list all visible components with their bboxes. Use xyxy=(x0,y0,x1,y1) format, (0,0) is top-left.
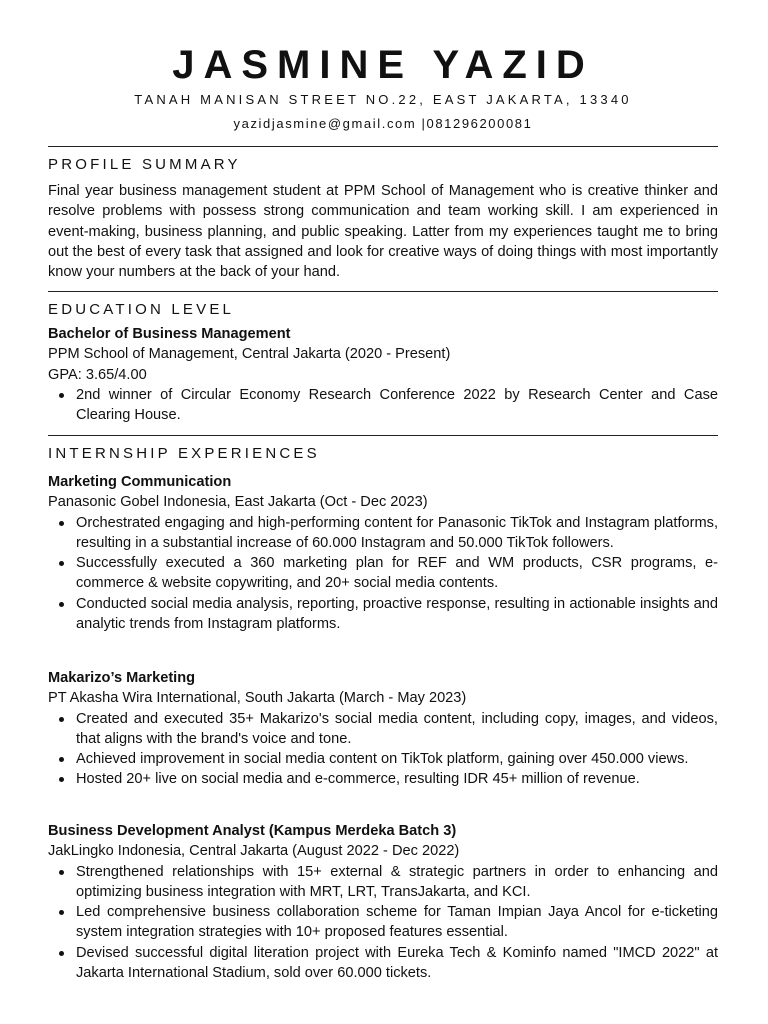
internship-bullets xyxy=(48,862,718,984)
bullet-item: 2nd winner of Circular Economy Research Conference 2022 by Research Center and Case Clearing House. xyxy=(76,385,718,426)
internship-bullets xyxy=(48,709,718,790)
role-title: Business Development Analyst (Kampus Merdeka Batch 3) xyxy=(48,823,457,839)
company-line: PT Akasha Wira International, South Jakarta (March - May 2023) xyxy=(48,690,467,707)
profile-summary-text: Final year business management student at PPM School of Management who is creative thinker and resolve problems with possess strong communication and team working skill. I am experienced in event-making, business planning, and public speaking. Latter from my experiences taught me to bring out the best of every task that assigned and look for creative ways of doing things with most importantly know your numbers at the back of your hand. xyxy=(48,183,718,281)
section-title-internships: INTERNSHIP EXPERIENCES xyxy=(48,445,320,462)
bullet-item: Successfully executed a 360 marketing plan for REF and WM products, CSR programs, e-commerce & website copywriting, and 20+ social media contents. xyxy=(76,553,718,594)
bullet-item: Hosted 20+ live on social media and e-commerce, resulting IDR 45+ million of revenue. xyxy=(76,769,718,789)
section-title-profile: PROFILE SUMMARY xyxy=(48,156,241,173)
contact-line: yazidjasmine@gmail.com |081296200081 xyxy=(233,116,533,131)
education-bullets xyxy=(48,385,718,426)
internship-entry xyxy=(48,668,718,790)
address-line: TANAH MANISAN STREET NO.22, EAST JAKARTA, 13340 xyxy=(134,92,632,107)
role-title: Marketing Communication xyxy=(48,474,232,490)
bullet-item: Strengthened relationships with 15+ external & strategic partners in order to enhancing and optimizing business integration with MRT, LRT, TransJakarta, and KCI. xyxy=(76,862,718,903)
bullet-item: Orchestrated engaging and high-performing content for Panasonic TikTok and Instagram platforms, resulting in a substantial increase of 60.000 Instagram and 50.000 TikTok followers. xyxy=(76,513,718,554)
internship-bullets xyxy=(48,513,718,635)
degree-title: Bachelor of Business Management xyxy=(48,326,291,342)
gpa-line: GPA: 3.65/4.00 xyxy=(48,366,147,383)
divider-rule xyxy=(48,435,718,436)
bullet-item: Created and executed 35+ Makarizo's social media content, including copy, images, and videos, that aligns with the brand's voice and tone. xyxy=(76,709,718,750)
candidate-name: JASMINE YAZID xyxy=(172,43,594,87)
company-line: JakLingko Indonesia, Central Jakarta (August 2022 - Dec 2022) xyxy=(48,843,460,860)
bullet-item: Conducted social media analysis, reporting, proactive response, resulting in actionable insights and analytic trends from Instagram platforms. xyxy=(76,594,718,635)
bullet-item: Led comprehensive business collaboration scheme for Taman Impian Jaya Ancol for e-ticketing system integration strategies with 10+ proposed features essential. xyxy=(76,902,718,943)
section-title-education: EDUCATION LEVEL xyxy=(48,301,235,318)
role-title: Makarizo’s Marketing xyxy=(48,670,196,686)
divider-rule xyxy=(48,291,718,292)
bullet-item: Devised successful digital literation project with Eureka Tech & Kominfo named "IMCD 2022" at Jakarta International Stadium, sold over 60.000 tickets. xyxy=(76,943,718,984)
internship-entry xyxy=(48,821,718,983)
education-entry xyxy=(48,324,718,425)
bullet-item: Achieved improvement in social media content on TikTok platform, gaining over 450.000 views. xyxy=(76,749,718,769)
divider-rule xyxy=(48,146,718,147)
school-line: PPM School of Management, Central Jakarta (2020 - Present) xyxy=(48,346,451,363)
company-line: Panasonic Gobel Indonesia, East Jakarta (Oct - Dec 2023) xyxy=(48,494,428,511)
internship-entry xyxy=(48,472,718,634)
